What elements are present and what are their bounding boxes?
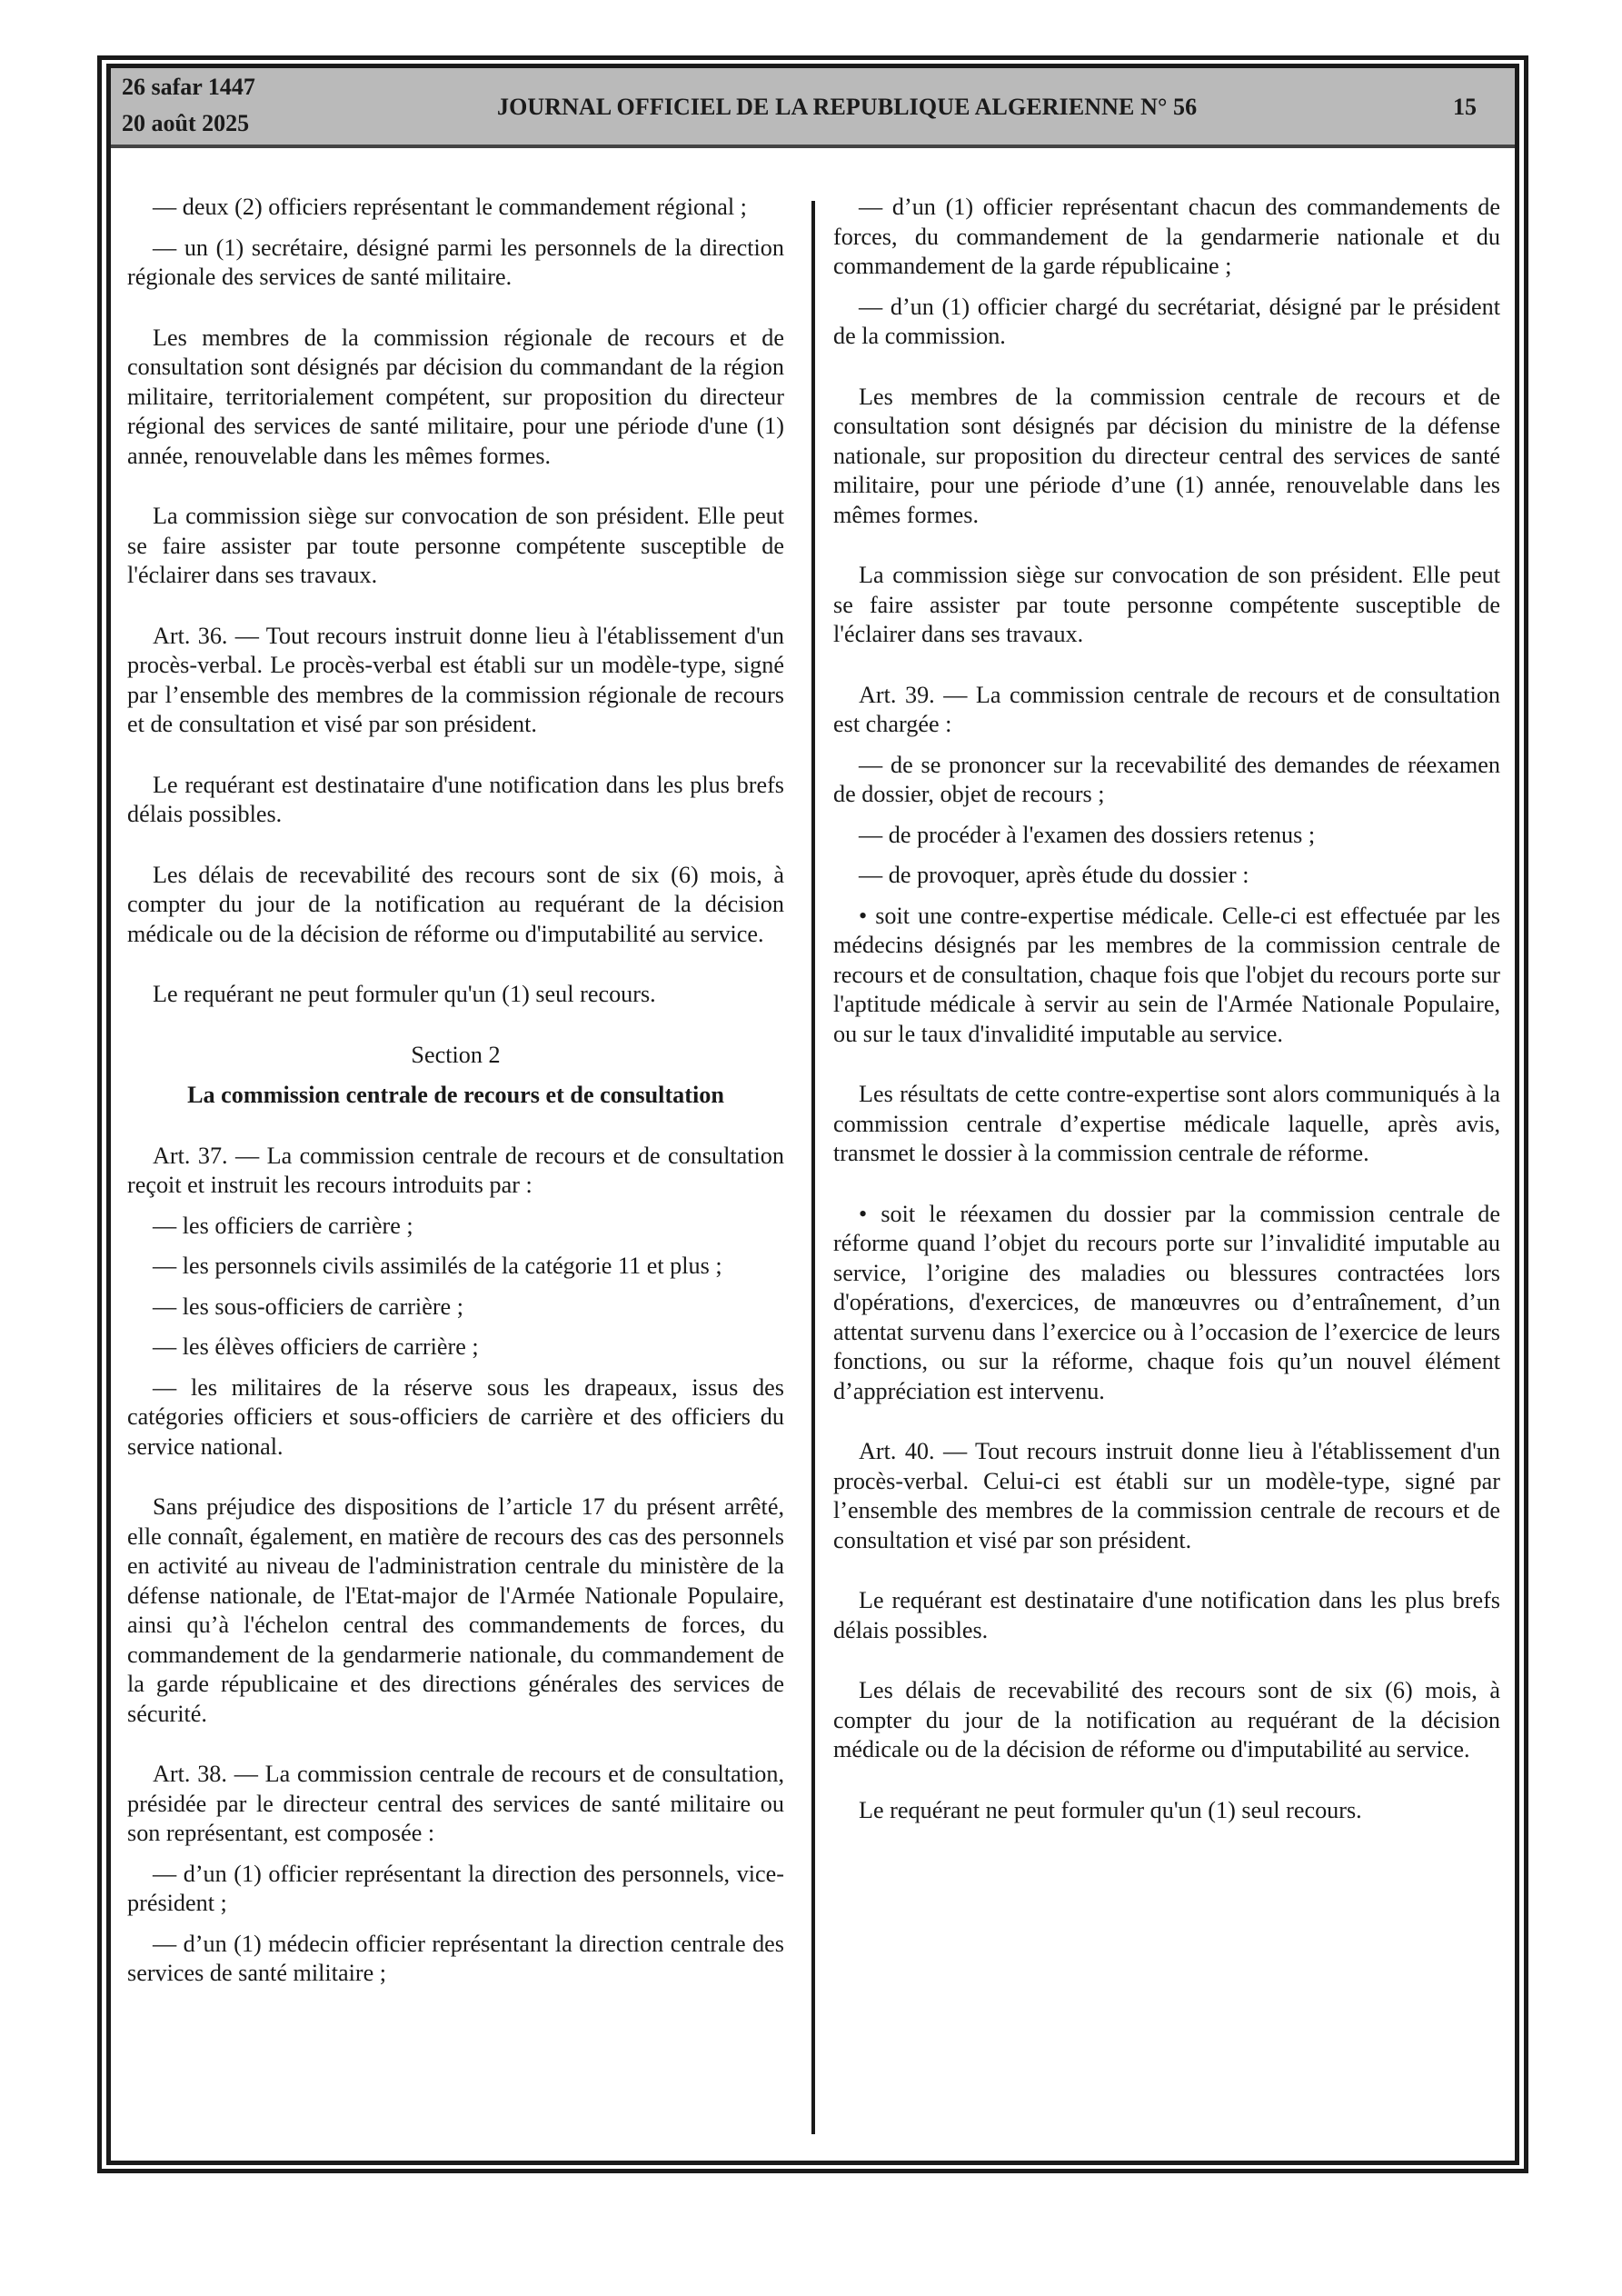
paragraph: Sans préjudice des dispositions de l’article 17 du présent arrêté, elle connaît, également, en matière de recours des cas des personnels en activité au niveau de l'administration centrale du ministère de la défense nationale, de l'Etat-major de l'Armée Nationale Populaire, ainsi qu’à l'échelon central des commandements de forces, du commandement de la gendarmerie nationale, du commandement de la garde républicaine et des directions générales des services de sécurité. bbox=[127, 1493, 784, 1727]
paragraph-spacer bbox=[127, 1462, 784, 1492]
paragraph-spacer bbox=[127, 1322, 784, 1333]
paragraph-spacer bbox=[833, 1406, 1500, 1437]
paragraph-spacer bbox=[833, 1049, 1500, 1080]
journal-title: JOURNAL OFFICIEL DE LA REPUBLIQUE ALGERIENNE N° 56 bbox=[497, 94, 1198, 120]
paragraph: Art. 40. — Tout recours instruit donne lieu à l'établissement d'un procès-verbal. Celui-ci est établi sur un modèle-type, signé par l’ensemble des membres de la commission centrale de recours et de consultation et visé par son président. bbox=[833, 1438, 1500, 1553]
hijri-date: 26 safar 1447 bbox=[122, 74, 255, 100]
paragraph: Les délais de recevabilité des recours sont de six (6) mois, à compter du jour de la notification au requérant de la décision médicale ou de la décision de réforme ou d'imputabilité au service. bbox=[127, 861, 784, 947]
paragraph: Art. 38. — La commission centrale de recours et de consultation, présidée par le directeur central des services de santé militaire ou son représentant, est composée : bbox=[127, 1761, 784, 1846]
paragraph: — d’un (1) officier représentant chacun des commandements de forces, du commandement de la gendarmerie nationale et du commandement de la garde républicaine ; bbox=[833, 194, 1500, 279]
paragraph: — les militaires de la réserve sous les drapeaux, issus des catégories officiers et sous-officiers de carrière et des officiers du service national. bbox=[127, 1373, 784, 1460]
paragraph: — de provoquer, après étude du dossier : bbox=[859, 862, 1249, 888]
paragraph-spacer bbox=[127, 1070, 784, 1081]
paragraph-spacer bbox=[127, 1729, 784, 1760]
paragraph: Art. 37. — La commission centrale de recours et de consultation reçoit et instruit les recours introduits par : bbox=[127, 1142, 784, 1198]
paragraph: — les élèves officiers de carrière ; bbox=[153, 1333, 479, 1360]
paragraph: — deux (2) officiers représentant le commandement régional ; bbox=[153, 194, 747, 220]
column-divider bbox=[811, 201, 815, 2134]
paragraph: La commission siège sur convocation de son président. Elle peut se faire assister par toute personne compétente susceptible de l'éclairer dans ses travaux. bbox=[127, 503, 784, 588]
paragraph: — de se prononcer sur la recevabilité des demandes de réexamen de dossier, objet de recours ; bbox=[833, 751, 1500, 807]
paragraph: Art. 36. — Tout recours instruit donne lieu à l'établissement d'un procès-verbal. Le procès-verbal est établi sur un modèle-type, signé par l’ensemble des membres de la commission régionale de recours et de consultation et visé par son président. bbox=[127, 622, 784, 737]
paragraph-spacer bbox=[833, 1645, 1500, 1676]
paragraph-spacer bbox=[833, 650, 1500, 681]
paragraph-spacer bbox=[127, 1010, 784, 1041]
paragraph-spacer bbox=[127, 293, 784, 324]
left-column bbox=[127, 193, 784, 1989]
paragraph: Le requérant est destinataire d'une notification dans les plus brefs délais possibles. bbox=[127, 771, 784, 827]
paragraph-spacer bbox=[833, 850, 1500, 861]
paragraph-spacer bbox=[127, 949, 784, 980]
paragraph-spacer bbox=[833, 282, 1500, 293]
paragraph-spacer bbox=[127, 1919, 784, 1930]
paragraph: Le requérant est destinataire d'une notification dans les plus brefs délais possibles. bbox=[833, 1587, 1500, 1643]
journal-header bbox=[111, 68, 1515, 148]
paragraph-spacer bbox=[833, 1765, 1500, 1796]
paragraph-spacer bbox=[127, 830, 784, 861]
paragraph-spacer bbox=[833, 810, 1500, 821]
paragraph: — d’un (1) médecin officier représentant la direction centrale des services de santé militaire ; bbox=[127, 1930, 784, 1986]
paragraph-spacer bbox=[127, 591, 784, 622]
paragraph: Les membres de la commission régionale de recours et de consultation sont désignés par décision du commandant de la région militaire, territorialement compétent, sur proposition du directeur régional des services de santé militaire, pour une période d'une (1) année, renouvelable dans les mêmes formes. bbox=[127, 324, 784, 469]
paragraph-spacer bbox=[833, 530, 1500, 561]
paragraph-spacer bbox=[833, 1169, 1500, 1200]
paragraph-spacer bbox=[833, 352, 1500, 383]
paragraph: Le requérant ne peut formuler qu'un (1) seul recours. bbox=[859, 1796, 1362, 1823]
paragraph: • soit une contre-expertise médicale. Celle-ci est effectuée par les médecins désignés par les membres de la commission centrale de recours et de consultation, chaque fois que l'objet du recours porte sur l'aptitude médicale à servir au sein de l'Armée Nationale Populaire, ou sur le taux d'invalidité imputable au service. bbox=[833, 902, 1500, 1047]
paragraph-spacer bbox=[127, 1201, 784, 1212]
paragraph: Les membres de la commission centrale de recours et de consultation sont désignés par décision du ministre de la défense nationale, sur proposition du directeur central des services de santé militaire, pour une période d’une (1) année, renouvelable dans les mêmes formes. bbox=[833, 383, 1500, 528]
section-title: La commission centrale de recours et de consultation bbox=[187, 1082, 724, 1108]
paragraph-spacer bbox=[833, 891, 1500, 902]
paragraph: Art. 39. — La commission centrale de recours et de consultation est chargée : bbox=[833, 681, 1500, 737]
paragraph-spacer bbox=[127, 740, 784, 771]
paragraph-spacer bbox=[127, 1111, 784, 1142]
section-number: Section 2 bbox=[411, 1041, 501, 1068]
paragraph: — d’un (1) officier représentant la direction des personnels, vice-président ; bbox=[127, 1860, 784, 1916]
paragraph: — de procéder à l'examen des dossiers retenus ; bbox=[859, 821, 1316, 848]
paragraph: — les officiers de carrière ; bbox=[153, 1212, 413, 1239]
right-column bbox=[833, 193, 1500, 1825]
page-number: 15 bbox=[1453, 94, 1477, 120]
paragraph: La commission siège sur convocation de son président. Elle peut se faire assister par toute personne compétente susceptible de l'éclairer dans ses travaux. bbox=[833, 562, 1500, 647]
paragraph-spacer bbox=[833, 740, 1500, 751]
paragraph: Le requérant ne peut formuler qu'un (1) seul recours. bbox=[153, 981, 656, 1007]
paragraph-spacer bbox=[127, 1282, 784, 1293]
paragraph: — d’un (1) officier chargé du secrétariat, désigné par le président de la commission. bbox=[833, 293, 1500, 349]
paragraph: • soit le réexamen du dossier par la commission centrale de réforme quand l’objet du recours porte sur l’invalidité imputable au service, l’origine des maladies ou blessures contractées lors d'opérations, d'exercices, de manœuvres ou d’entraînement, d’un attentat survenu dans l’exercice ou à l’occasion de l’exercice de leurs fonctions, ou sur la réforme, chaque fois qu’un nouvel élément d’appréciation est intervenu. bbox=[833, 1200, 1500, 1404]
paragraph: Les résultats de cette contre-expertise sont alors communiqués à la commission centrale d’expertise médicale laquelle, après avis, transmet le dossier à la commission centrale de réforme. bbox=[833, 1081, 1500, 1166]
paragraph: — un (1) secrétaire, désigné parmi les personnels de la direction régionale des services de santé militaire. bbox=[127, 234, 784, 290]
paragraph-spacer bbox=[127, 1363, 784, 1373]
paragraph-spacer bbox=[127, 1241, 784, 1252]
paragraph: — les sous-officiers de carrière ; bbox=[153, 1293, 463, 1320]
gregorian-date: 20 août 2025 bbox=[122, 110, 250, 136]
paragraph: Les délais de recevabilité des recours sont de six (6) mois, à compter du jour de la notification au requérant de la décision médicale ou de la décision de réforme ou d'imputabilité au service. bbox=[833, 1677, 1500, 1762]
paragraph: — les personnels civils assimilés de la catégorie 11 et plus ; bbox=[153, 1253, 722, 1279]
paragraph-spacer bbox=[127, 223, 784, 234]
paragraph-spacer bbox=[127, 1849, 784, 1860]
paragraph-spacer bbox=[833, 1555, 1500, 1586]
paragraph-spacer bbox=[127, 471, 784, 502]
